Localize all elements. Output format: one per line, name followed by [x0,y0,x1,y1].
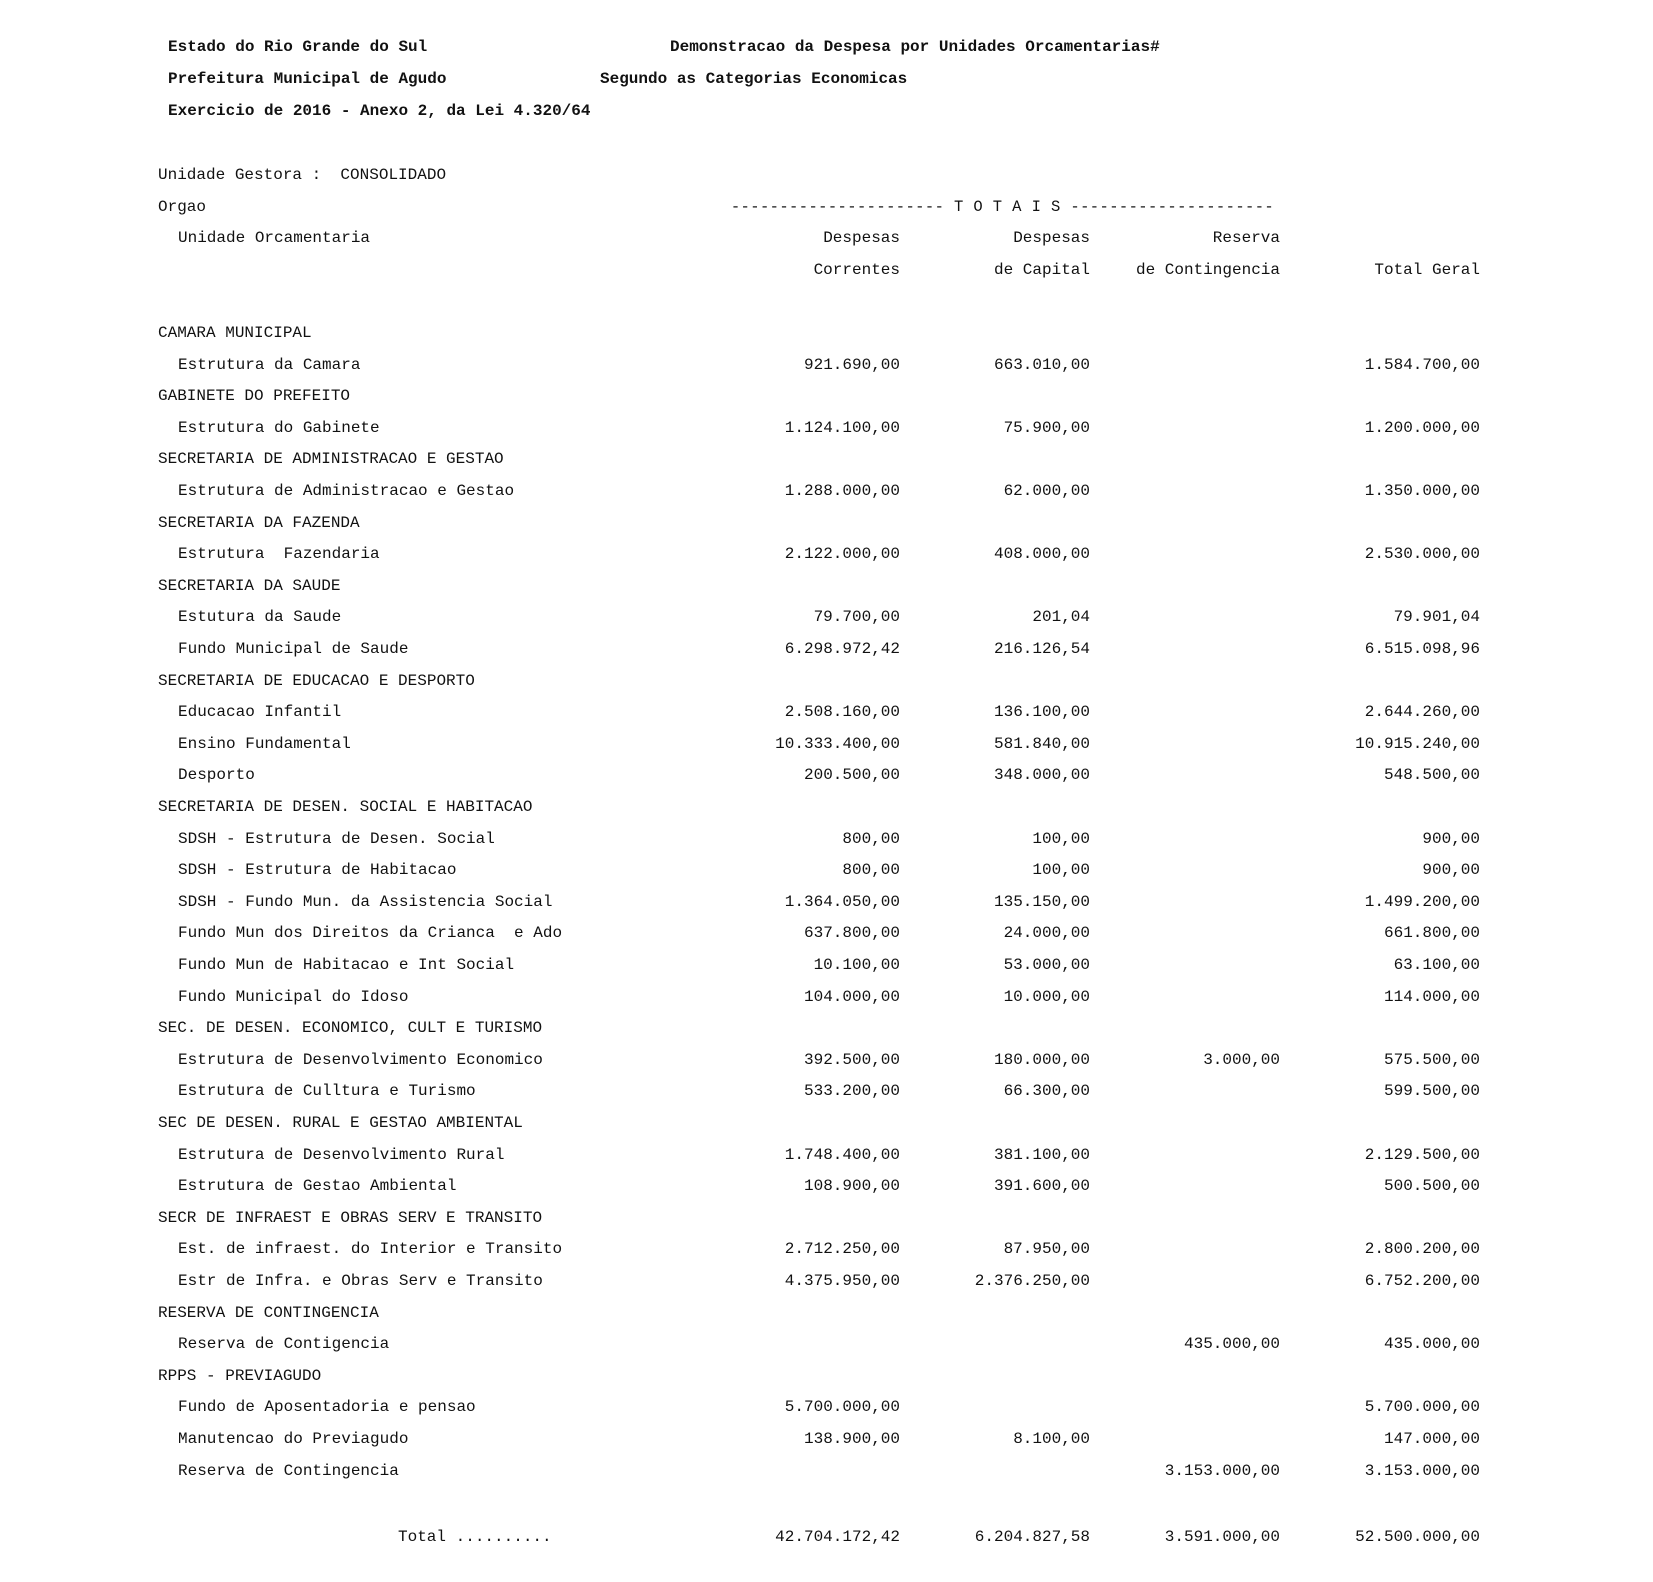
orgao-heading: GABINETE DO PREFEITO [158,387,351,405]
cell-correntes: 2.712.250,00 [784,1240,900,1258]
unidade-gestora: Unidade Gestora : CONSOLIDADO [158,166,447,184]
cell-correntes: 2.508.160,00 [784,703,900,721]
cell-correntes: 637.800,00 [803,924,900,942]
cell-total: 114.000,00 [1383,988,1480,1006]
cell-correntes: 10.333.400,00 [775,735,900,753]
cell-reserva: 3.153.000,00 [1164,1462,1280,1480]
cell-capital: 135.150,00 [993,893,1090,911]
cell-capital: 381.100,00 [993,1146,1090,1164]
cell-capital: 136.100,00 [993,703,1090,721]
unidade-name: Manutencao do Previagudo [178,1430,409,1448]
cell-total: 2.129.500,00 [1364,1146,1480,1164]
cell-correntes: 200.500,00 [803,766,900,784]
cell-total: 1.350.000,00 [1364,482,1480,500]
unidade-name: SDSH - Fundo Mun. da Assistencia Social [178,893,553,911]
cell-total: 147.000,00 [1383,1430,1480,1448]
unidade-name: Estrutura de Gestao Ambiental [178,1177,457,1195]
cell-total: 599.500,00 [1383,1082,1480,1100]
orgao-heading: SECRETARIA DE EDUCACAO E DESPORTO [158,672,475,690]
cell-correntes: 6.298.972,42 [784,640,900,658]
cell-correntes: 1.288.000,00 [784,482,900,500]
report-subtitle: Segundo as Categorias Economicas [600,70,908,88]
orgao-heading: CAMARA MUNICIPAL [158,324,312,342]
unidade-name: SDSH - Estrutura de Desen. Social [178,830,495,848]
cell-total: 6.515.098,96 [1364,640,1480,658]
unidade-name: SDSH - Estrutura de Habitacao [178,861,457,879]
unidade-name: Estrutura da Camara [178,356,361,374]
cell-total: 10.915.240,00 [1355,735,1480,753]
col-capital-line1: Despesas [1013,229,1090,247]
orgao-heading: SEC DE DESEN. RURAL E GESTAO AMBIENTAL [158,1114,523,1132]
cell-correntes: 138.900,00 [803,1430,900,1448]
cell-correntes: 108.900,00 [803,1177,900,1195]
cell-correntes: 1.124.100,00 [784,419,900,437]
col-orgao: Orgao [158,198,207,216]
unidade-name: Ensino Fundamental [178,735,351,753]
cell-capital: 581.840,00 [993,735,1090,753]
unidade-name: Fundo de Aposentadoria e pensao [178,1398,476,1416]
unidade-name: Desporto [178,766,255,784]
cell-capital: 180.000,00 [993,1051,1090,1069]
unidade-name: Est. de infraest. do Interior e Transito [178,1240,563,1258]
cell-correntes: 533.200,00 [803,1082,900,1100]
cell-capital: 24.000,00 [1003,924,1090,942]
unidade-name: Estrutura de Administracao e Gestao [178,482,515,500]
state-name: Estado do Rio Grande do Sul [168,38,428,56]
cell-total: 900,00 [1422,861,1480,879]
cell-capital: 201,04 [1032,608,1090,626]
unidade-name: Estrutura de Culltura e Turismo [178,1082,476,1100]
cell-correntes: 800,00 [842,830,900,848]
orgao-heading: SECR DE INFRAEST E OBRAS SERV E TRANSITO [158,1209,543,1227]
cell-capital: 348.000,00 [993,766,1090,784]
totais-band: ---------------------- T O T A I S --------------------- [730,198,1275,216]
cell-total: 2.800.200,00 [1364,1240,1480,1258]
cell-correntes: 2.122.000,00 [784,545,900,563]
unidade-name: Estrutura Fazendaria [178,545,380,563]
col-capital-line2: de Capital [993,261,1090,279]
cell-correntes: 79.700,00 [813,608,900,626]
cell-total: 2.530.000,00 [1364,545,1480,563]
cell-total: 548.500,00 [1383,766,1480,784]
unidade-name: Reserva de Contingencia [178,1462,399,1480]
exercise-label: Exercicio de 2016 - Anexo 2, da Lei 4.320/64 [168,102,591,120]
cell-total: 661.800,00 [1383,924,1480,942]
unidade-name: Estrutura do Gabinete [178,419,380,437]
cell-total: 900,00 [1422,830,1480,848]
col-unidade: Unidade Orcamentaria [178,229,371,247]
cell-reserva: 435.000,00 [1183,1335,1280,1353]
cell-total: 575.500,00 [1383,1051,1480,1069]
unidade-name: Fundo Municipal do Idoso [178,988,409,1006]
unidade-name: Fundo Municipal de Saude [178,640,409,658]
orgao-heading: SECRETARIA DE ADMINISTRACAO E GESTAO [158,450,504,468]
cell-capital: 66.300,00 [1003,1082,1090,1100]
cell-correntes: 5.700.000,00 [784,1398,900,1416]
cell-capital: 75.900,00 [1003,419,1090,437]
cell-reserva: 3.000,00 [1203,1051,1280,1069]
orgao-heading: RPPS - PREVIAGUDO [158,1367,322,1385]
cell-capital: 391.600,00 [993,1177,1090,1195]
total-capital: 6.204.827,58 [974,1528,1090,1546]
orgao-heading: RESERVA DE CONTINGENCIA [158,1304,379,1322]
cell-correntes: 1.364.050,00 [784,893,900,911]
cell-total: 6.752.200,00 [1364,1272,1480,1290]
total-reserva: 3.591.000,00 [1164,1528,1280,1546]
cell-total: 1.584.700,00 [1364,356,1480,374]
cell-total: 3.153.000,00 [1364,1462,1480,1480]
total-correntes: 42.704.172,42 [775,1528,900,1546]
cell-total: 500.500,00 [1383,1177,1480,1195]
cell-capital: 100,00 [1032,861,1090,879]
unidade-name: Estutura da Saude [178,608,342,626]
cell-capital: 62.000,00 [1003,482,1090,500]
cell-capital: 216.126,54 [993,640,1090,658]
unidade-name: Reserva de Contigencia [178,1335,390,1353]
report-title: Demonstracao da Despesa por Unidades Orcamentarias# [670,38,1160,56]
unidade-name: Educacao Infantil [178,703,342,721]
cell-total: 5.700.000,00 [1364,1398,1480,1416]
cell-capital: 10.000,00 [1003,988,1090,1006]
unidade-name: Estrutura de Desenvolvimento Rural [178,1146,505,1164]
col-correntes-line1: Despesas [823,229,900,247]
cell-correntes: 800,00 [842,861,900,879]
orgao-heading: SEC. DE DESEN. ECONOMICO, CULT E TURISMO [158,1019,543,1037]
orgao-heading: SECRETARIA DE DESEN. SOCIAL E HABITACAO [158,798,533,816]
municipality-name: Prefeitura Municipal de Agudo [168,70,447,88]
total-label: Total .......... [398,1528,552,1546]
cell-correntes: 921.690,00 [803,356,900,374]
cell-capital: 408.000,00 [993,545,1090,563]
cell-total: 79.901,04 [1393,608,1480,626]
cell-total: 63.100,00 [1393,956,1480,974]
unidade-name: Estrutura de Desenvolvimento Economico [178,1051,543,1069]
cell-correntes: 1.748.400,00 [784,1146,900,1164]
cell-correntes: 10.100,00 [813,956,900,974]
orgao-heading: SECRETARIA DA SAUDE [158,577,341,595]
cell-capital: 663.010,00 [993,356,1090,374]
col-correntes-line2: Correntes [813,261,900,279]
cell-capital: 87.950,00 [1003,1240,1090,1258]
col-total-geral: Total Geral [1374,261,1480,279]
cell-correntes: 104.000,00 [803,988,900,1006]
cell-total: 435.000,00 [1383,1335,1480,1353]
cell-total: 2.644.260,00 [1364,703,1480,721]
unidade-name: Fundo Mun de Habitacao e Int Social [178,956,515,974]
cell-capital: 2.376.250,00 [974,1272,1090,1290]
unidade-name: Fundo Mun dos Direitos da Crianca e Ado [178,924,563,942]
cell-total: 1.499.200,00 [1364,893,1480,911]
col-reserva-line1: Reserva [1212,229,1280,247]
cell-correntes: 392.500,00 [803,1051,900,1069]
cell-correntes: 4.375.950,00 [784,1272,900,1290]
cell-total: 1.200.000,00 [1364,419,1480,437]
cell-capital: 8.100,00 [1013,1430,1090,1448]
total-geral: 52.500.000,00 [1355,1528,1480,1546]
cell-capital: 100,00 [1032,830,1090,848]
unidade-name: Estr de Infra. e Obras Serv e Transito [178,1272,543,1290]
col-reserva-line2: de Contingencia [1135,261,1280,279]
orgao-heading: SECRETARIA DA FAZENDA [158,514,360,532]
cell-capital: 53.000,00 [1003,956,1090,974]
